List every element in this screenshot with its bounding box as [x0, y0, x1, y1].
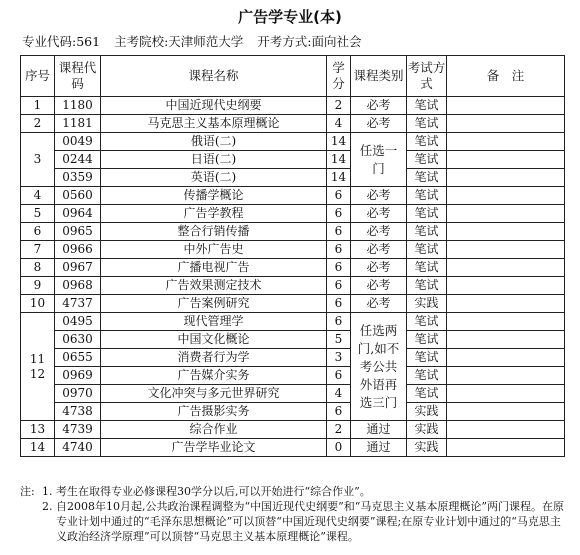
- cell-code: 0968: [55, 277, 101, 295]
- cell-code: 0244: [55, 151, 101, 169]
- cell-remark: [447, 241, 565, 259]
- cell-credit: 6: [327, 295, 351, 313]
- cell-code: 4737: [55, 295, 101, 313]
- cell-exam: 笔试: [407, 259, 447, 277]
- table-row: [21, 403, 565, 421]
- table-row: [21, 259, 565, 277]
- table-row: [21, 439, 565, 457]
- note-item: [20, 499, 568, 544]
- cell-code: 4738: [55, 403, 101, 421]
- exam-mode: 开考方式:面向社会: [257, 34, 362, 49]
- cell-remark: [447, 367, 565, 385]
- cell-remark: [447, 97, 565, 115]
- header-category: 课程类别: [351, 56, 407, 97]
- exam-school: 主考院校:天津师范大学: [114, 34, 244, 49]
- cell-credit: 2: [327, 97, 351, 115]
- cell-name: 综合作业: [101, 421, 327, 439]
- cell-credit: 14: [327, 133, 351, 151]
- cell-category: 通过: [351, 439, 407, 457]
- table-row: [21, 151, 565, 169]
- cell-name: 传播学概论: [101, 187, 327, 205]
- note-item: [20, 484, 568, 499]
- cell-remark: [447, 133, 565, 151]
- cell-credit: 14: [327, 169, 351, 187]
- cell-credit: 0: [327, 439, 351, 457]
- cell-credit: 6: [327, 277, 351, 295]
- cell-name: 文化冲突与多元世界研究: [101, 385, 327, 403]
- cell-seq: 4: [21, 187, 55, 205]
- cell-code: 0970: [55, 385, 101, 403]
- cell-seq: 3: [21, 133, 55, 187]
- cell-name: 广告学毕业论文: [101, 439, 327, 457]
- cell-name: 广告摄影实务: [101, 403, 327, 421]
- cell-category: 必考: [351, 295, 407, 313]
- table-row: [21, 187, 565, 205]
- table-row: [21, 385, 565, 403]
- notes-prefix: 注:: [20, 485, 35, 498]
- cell-exam: 笔试: [407, 133, 447, 151]
- cell-exam: 笔试: [407, 349, 447, 367]
- cell-code: 0495: [55, 313, 101, 331]
- notes-section: [20, 484, 568, 544]
- cell-seq: 11 12: [21, 313, 55, 421]
- cell-credit: 5: [327, 331, 351, 349]
- table-row: [21, 277, 565, 295]
- cell-remark: [447, 169, 565, 187]
- cell-category: 必考: [351, 187, 407, 205]
- cell-seq: 9: [21, 277, 55, 295]
- cell-code: 0359: [55, 169, 101, 187]
- cell-category: 必考: [351, 277, 407, 295]
- cell-exam: 笔试: [407, 313, 447, 331]
- table-row: [21, 223, 565, 241]
- cell-remark: [447, 349, 565, 367]
- cell-credit: 6: [327, 187, 351, 205]
- cell-credit: 6: [327, 223, 351, 241]
- cell-remark: [447, 259, 565, 277]
- cell-code: 0049: [55, 133, 101, 151]
- cell-exam: 笔试: [407, 151, 447, 169]
- cell-seq: 10: [21, 295, 55, 313]
- header-name: 课程名称: [101, 56, 327, 97]
- cell-exam: 笔试: [407, 277, 447, 295]
- cell-credit: 6: [327, 241, 351, 259]
- cell-code: 0967: [55, 259, 101, 277]
- table-row: [21, 115, 565, 133]
- cell-category: 必考: [351, 223, 407, 241]
- cell-code: 0969: [55, 367, 101, 385]
- cell-name: 广告案例研究: [101, 295, 327, 313]
- cell-remark: [447, 331, 565, 349]
- header-exam: 考试方式: [407, 56, 447, 97]
- cell-code: 4740: [55, 439, 101, 457]
- cell-exam: 笔试: [407, 241, 447, 259]
- cell-category: 任选一门: [351, 133, 407, 187]
- cell-seq: 6: [21, 223, 55, 241]
- cell-exam: 实践: [407, 403, 447, 421]
- table-row: [21, 97, 565, 115]
- cell-exam: 实践: [407, 295, 447, 313]
- cell-name: 英语(二): [101, 169, 327, 187]
- cell-exam: 笔试: [407, 367, 447, 385]
- table-row: [21, 367, 565, 385]
- table-header-row: [21, 56, 565, 97]
- cell-exam: 实践: [407, 439, 447, 457]
- cell-category: 必考: [351, 97, 407, 115]
- cell-credit: 2: [327, 421, 351, 439]
- note-text: 考生在取得专业必修课程30学分以后,可以开始进行“综合作业”。: [56, 485, 371, 498]
- cell-name: 现代管理学: [101, 313, 327, 331]
- header-seq: 序号: [21, 56, 55, 97]
- table-row: [21, 241, 565, 259]
- cell-remark: [447, 295, 565, 313]
- cell-name: 中国文化概论: [101, 331, 327, 349]
- cell-code: 0655: [55, 349, 101, 367]
- cell-category: 必考: [351, 205, 407, 223]
- cell-seq: 1: [21, 97, 55, 115]
- cell-remark: [447, 205, 565, 223]
- cell-name: 广播电视广告: [101, 259, 327, 277]
- cell-exam: 笔试: [407, 169, 447, 187]
- table-row: [21, 313, 565, 331]
- table-row: [21, 133, 565, 151]
- cell-remark: [447, 403, 565, 421]
- cell-exam: 笔试: [407, 223, 447, 241]
- cell-category: 必考: [351, 241, 407, 259]
- cell-name: 马克思主义基本原理概论: [101, 115, 327, 133]
- cell-exam: 笔试: [407, 97, 447, 115]
- cell-remark: [447, 421, 565, 439]
- cell-credit: 6: [327, 403, 351, 421]
- cell-seq: 13: [21, 421, 55, 439]
- cell-seq: 5: [21, 205, 55, 223]
- cell-exam: 实践: [407, 421, 447, 439]
- program-code: 专业代码:561: [22, 34, 101, 49]
- cell-exam: 笔试: [407, 385, 447, 403]
- cell-category: 必考: [351, 259, 407, 277]
- cell-remark: [447, 313, 565, 331]
- cell-exam: 笔试: [407, 331, 447, 349]
- cell-exam: 笔试: [407, 115, 447, 133]
- cell-code: 4739: [55, 421, 101, 439]
- cell-credit: 6: [327, 205, 351, 223]
- cell-name: 俄语(二): [101, 133, 327, 151]
- cell-remark: [447, 385, 565, 403]
- cell-category: 任选两门,如不考公共外语再选三门: [351, 313, 407, 421]
- cell-code: 0965: [55, 223, 101, 241]
- cell-credit: 3: [327, 349, 351, 367]
- table-row: [21, 169, 565, 187]
- cell-remark: [447, 277, 565, 295]
- note-number: 1.: [42, 485, 53, 498]
- course-plan-table: [20, 55, 565, 457]
- cell-name: 广告学教程: [101, 205, 327, 223]
- header-remark: 备 注: [447, 56, 565, 97]
- cell-seq: 14: [21, 439, 55, 457]
- cell-remark: [447, 223, 565, 241]
- cell-name: 中国近现代史纲要: [101, 97, 327, 115]
- cell-seq: 2: [21, 115, 55, 133]
- cell-credit: 6: [327, 313, 351, 331]
- cell-name: 中外广告史: [101, 241, 327, 259]
- cell-credit: 6: [327, 367, 351, 385]
- cell-code: 0966: [55, 241, 101, 259]
- cell-category: 必考: [351, 115, 407, 133]
- table-row: [21, 349, 565, 367]
- cell-credit: 4: [327, 385, 351, 403]
- table-row: [21, 421, 565, 439]
- cell-exam: 笔试: [407, 205, 447, 223]
- cell-credit: 4: [327, 115, 351, 133]
- note-number: 2.: [42, 500, 53, 513]
- cell-remark: [447, 439, 565, 457]
- cell-name: 消费者行为学: [101, 349, 327, 367]
- table-row: [21, 205, 565, 223]
- cell-name: 日语(二): [101, 151, 327, 169]
- cell-code: 0964: [55, 205, 101, 223]
- cell-remark: [447, 115, 565, 133]
- cell-name: 广告效果测定技术: [101, 277, 327, 295]
- table-row: [21, 331, 565, 349]
- cell-seq: 7: [21, 241, 55, 259]
- cell-exam: 笔试: [407, 187, 447, 205]
- cell-category: 通过: [351, 421, 407, 439]
- cell-name: 广告媒介实务: [101, 367, 327, 385]
- table-row: [21, 295, 565, 313]
- cell-seq: 8: [21, 259, 55, 277]
- cell-code: 1180: [55, 97, 101, 115]
- header-code: 课程代码: [55, 56, 101, 97]
- cell-code: 1181: [55, 115, 101, 133]
- cell-remark: [447, 187, 565, 205]
- cell-remark: [447, 151, 565, 169]
- cell-name: 整合行销传播: [101, 223, 327, 241]
- cell-code: 0560: [55, 187, 101, 205]
- note-text: 自2008年10月起,公共政治课程调整为“中国近现代史纲要”和“马克思主义基本原理概论”两门课程。在原专业计划中通过的“毛泽东思想概论”可以顶替“中国近现代史纲要”课程;在原专业计划中通过的“马克思主义政治经济学原理”可以顶替“马克思主义基本原理概论”课程。: [56, 500, 564, 543]
- cell-credit: 6: [327, 259, 351, 277]
- header-credit: 学分: [327, 56, 351, 97]
- cell-credit: 14: [327, 151, 351, 169]
- program-meta: [22, 32, 371, 50]
- page-title: 广告学专业(本): [238, 8, 342, 26]
- cell-code: 0630: [55, 331, 101, 349]
